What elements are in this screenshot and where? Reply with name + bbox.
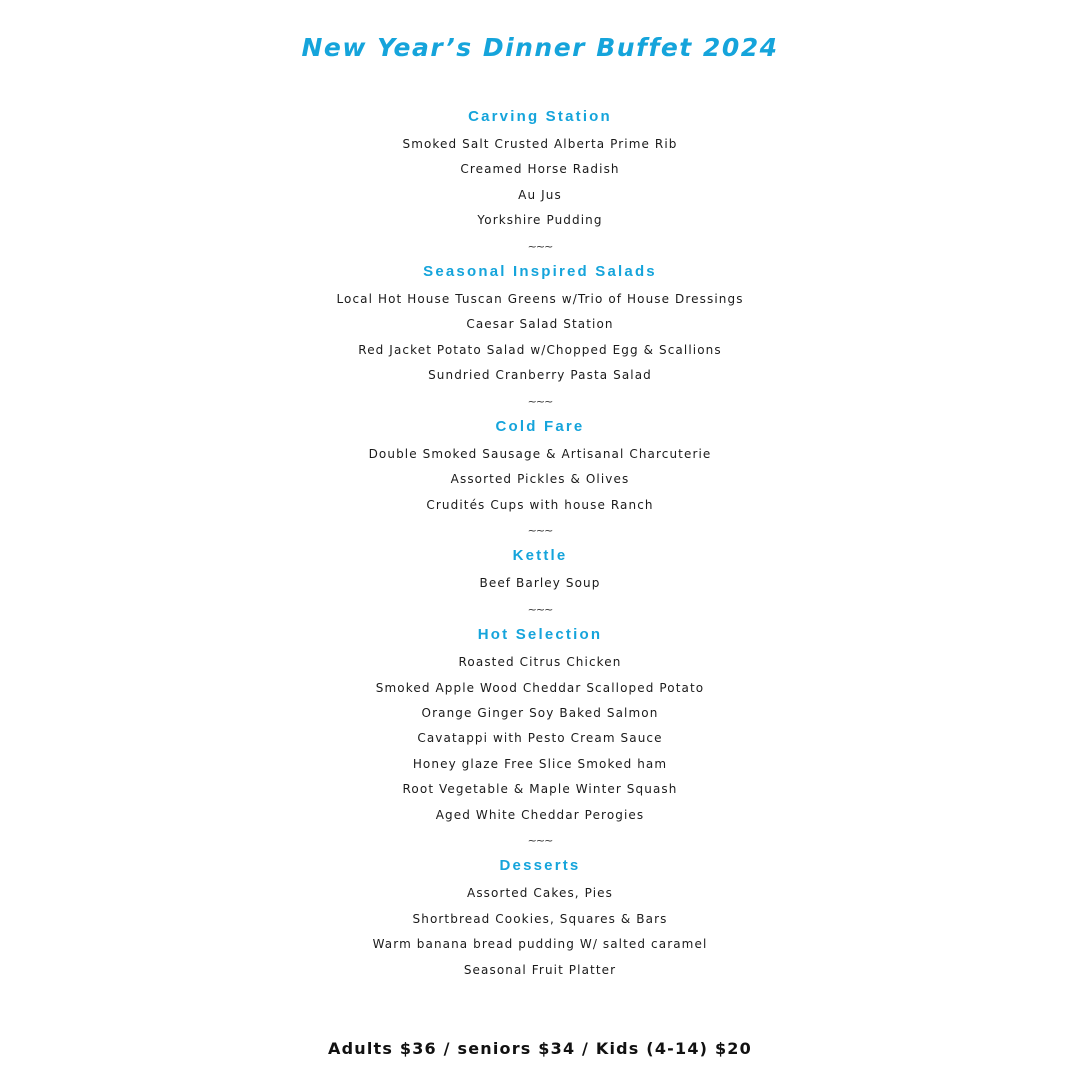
menu-item: Assorted Cakes, Pies [467, 886, 613, 901]
menu-item: Aged White Cheddar Perogies [435, 807, 645, 822]
menu-sections [0, 104, 1080, 983]
menu-item: Yorkshire Pudding [477, 213, 603, 228]
menu-title: New Year’s Dinner Buffet 2024 [301, 33, 779, 62]
section-divider: ~~~ [527, 524, 553, 538]
section-carving-station [0, 104, 1080, 259]
menu-item: Smoked Apple Wood Cheddar Scalloped Potato [375, 680, 705, 695]
menu-item: Orange Ginger Soy Baked Salmon [421, 706, 659, 721]
section-heading: Carving Station [468, 108, 612, 125]
section-desserts [0, 853, 1080, 983]
menu-item: Seasonal Fruit Platter [463, 962, 617, 977]
section-heading: Desserts [499, 857, 581, 875]
menu-item: Double Smoked Sausage & Artisanal Charcuterie [368, 446, 712, 461]
section-kettle [0, 543, 1080, 622]
section-cold-fare [0, 414, 1080, 544]
section-divider: ~~~ [527, 239, 553, 253]
menu-item: Au Jus [518, 187, 562, 202]
menu-item: Root Vegetable & Maple Winter Squash [402, 782, 678, 797]
menu-item: Caesar Salad Station [466, 317, 614, 332]
menu-item: Sundried Cranberry Pasta Salad [428, 368, 652, 383]
menu-item: Honey glaze Free Slice Smoked ham [412, 756, 668, 771]
menu-item: Red Jacket Potato Salad w/Chopped Egg & Scallions [358, 342, 722, 357]
menu-item: Shortbread Cookies, Squares & Bars [412, 911, 668, 926]
section-seasonal-inspired-salads [0, 259, 1080, 414]
section-heading: Seasonal Inspired Salads [423, 262, 657, 280]
pricing-line: Adults $36 / seniors $34 / Kids (4-14) $20 [328, 1039, 752, 1058]
section-divider: ~~~ [527, 602, 553, 616]
section-divider: ~~~ [527, 833, 553, 847]
menu-item: Beef Barley Soup [479, 576, 601, 591]
section-heading: Hot Selection [477, 626, 603, 644]
menu-item: Smoked Salt Crusted Alberta Prime Rib [402, 137, 678, 151]
menu-item: Local Hot House Tuscan Greens w/Trio of House Dressings [336, 291, 744, 306]
menu-item: Cavatappi with Pesto Cream Sauce [417, 731, 663, 746]
menu-item: Crudités Cups with house Ranch [426, 497, 654, 512]
menu-item: Assorted Pickles & Olives [450, 472, 630, 487]
section-heading: Kettle [512, 547, 568, 565]
section-heading: Cold Fare [495, 417, 585, 435]
section-divider: ~~~ [527, 394, 553, 408]
section-hot-selection [0, 622, 1080, 853]
menu-item: Warm banana bread pudding W/ salted caramel [372, 937, 708, 952]
menu-item: Creamed Horse Radish [460, 162, 620, 177]
menu-item: Roasted Citrus Chicken [458, 655, 622, 670]
